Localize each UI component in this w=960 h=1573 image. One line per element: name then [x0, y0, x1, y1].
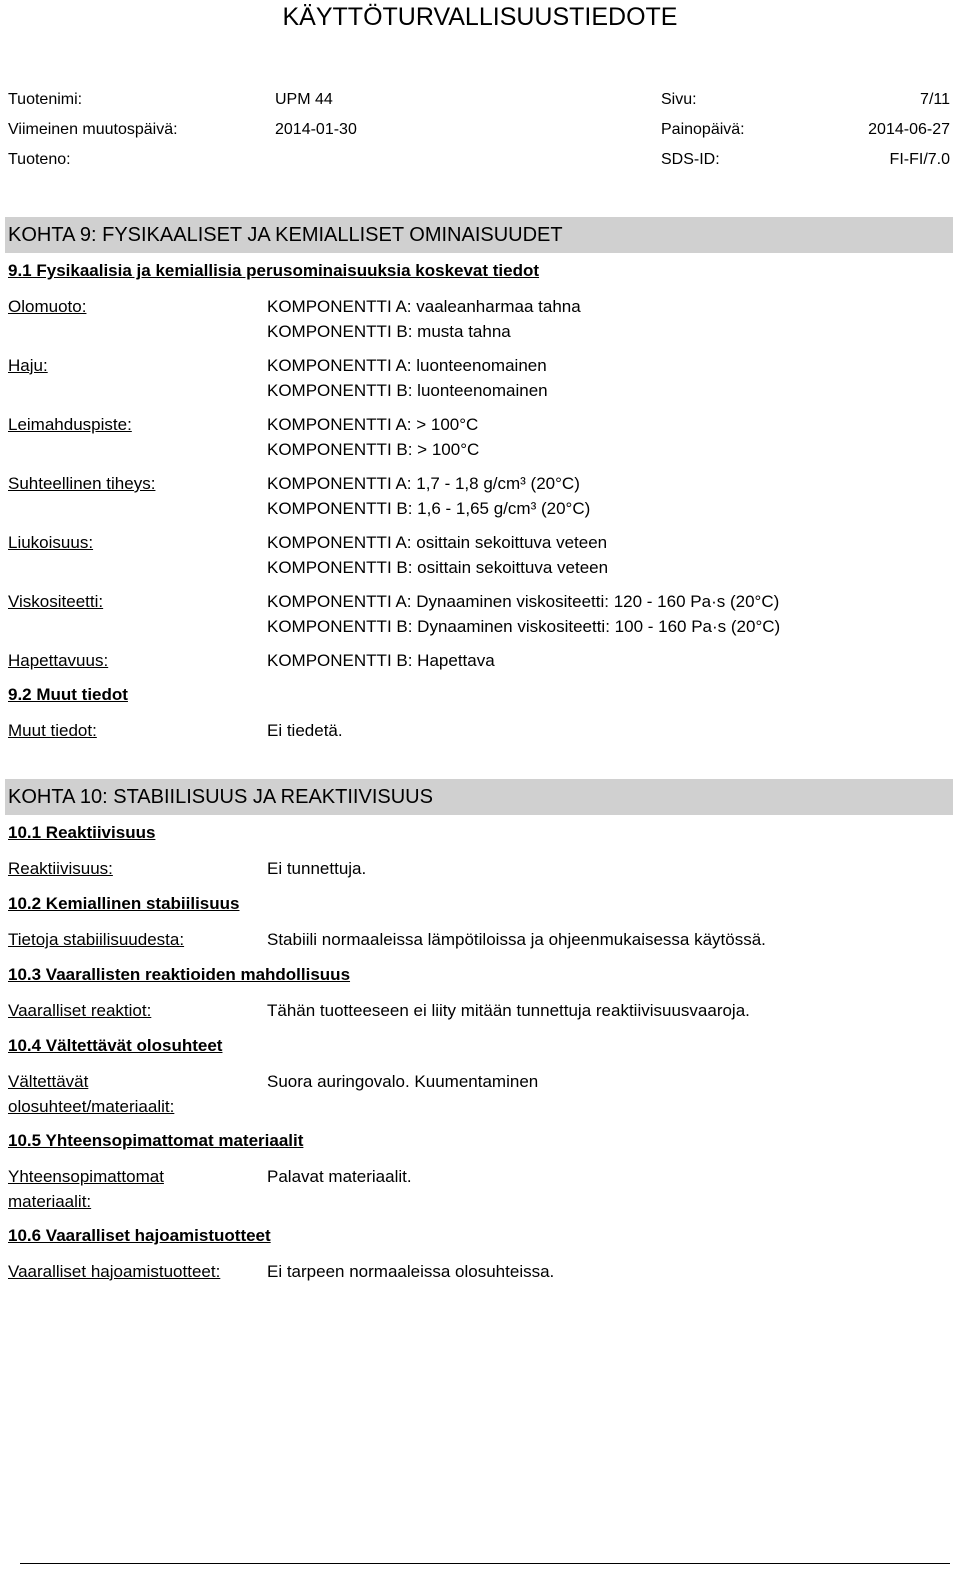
relative-density-line-b: KOMPONENTTI B: 1,6 - 1,65 g/cm³ (20°C) [267, 499, 591, 518]
solubility-label: Liukoisuus: [8, 533, 94, 552]
incompatible-materials-label-line-2: materiaalit: [8, 1192, 92, 1211]
decomposition-products-value: Ei tarpeen normaaleissa olosuhteissa. [267, 1262, 555, 1281]
oxidising-line-b: KOMPONENTTI B: Hapettava [267, 651, 495, 670]
print-date-label: Painopäivä: [661, 121, 745, 138]
solubility-value [267, 530, 947, 580]
subsection-10-1-title: 10.1 Reaktiivisuus [8, 823, 156, 842]
relative-density-line-a: KOMPONENTTI A: 1,7 - 1,8 g/cm³ (20°C) [267, 474, 580, 493]
solubility-line-b: KOMPONENTTI B: osittain sekoittuva veteen [267, 558, 609, 577]
reactivity-label: Reaktiivisuus: [8, 859, 113, 878]
odour-line-a: KOMPONENTTI A: luonteenomainen [267, 356, 547, 375]
print-date-value: 2014-06-27 [868, 121, 950, 138]
relative-density-label: Suhteellinen tiheys: [8, 474, 156, 493]
conditions-to-avoid-label-line-1: Vältettävät [8, 1072, 89, 1091]
sds-id-value: FI-FI/7.0 [889, 151, 950, 168]
viscosity-line-b: KOMPONENTTI B: Dynaaminen viskositeetti: 100 - 160 Pa·s (20°C) [267, 617, 781, 636]
document-title: KÄYTTÖTURVALLISUUSTIEDOTE [282, 3, 678, 31]
odour-line-b: KOMPONENTTI B: luonteenomainen [267, 381, 548, 400]
product-name-value: UPM 44 [275, 91, 333, 108]
appearance-line-a: KOMPONENTTI A: vaaleanharmaa tahna [267, 297, 581, 316]
stability-value: Stabiili normaaleissa lämpötiloissa ja ohjeenmukaisessa käytössä. [267, 930, 766, 949]
last-modified-value: 2014-01-30 [275, 121, 357, 138]
incompatible-materials-label [8, 1164, 258, 1214]
conditions-to-avoid-value: Suora auringovalo. Kuumentaminen [267, 1072, 539, 1091]
oxidising-value [267, 648, 947, 673]
flash-point-line-a: KOMPONENTTI A: > 100°C [267, 415, 479, 434]
other-info-value: Ei tiedetä. [267, 721, 343, 740]
section-9-header [5, 217, 953, 253]
odour-value [267, 353, 947, 403]
last-modified-label: Viimeinen muutospäivä: [8, 121, 178, 138]
subsection-10-6-title: 10.6 Vaaralliset hajoamistuotteet [8, 1226, 271, 1245]
viscosity-value [267, 589, 947, 639]
hazardous-reactions-value: Tähän tuotteeseen ei liity mitään tunnettuja reaktiivisuusvaaroja. [267, 1001, 750, 1020]
decomposition-products-label: Vaaralliset hajoamistuotteet: [8, 1262, 221, 1281]
appearance-line-b: KOMPONENTTI B: musta tahna [267, 322, 511, 341]
viscosity-label: Viskositeetti: [8, 592, 104, 611]
flash-point-value [267, 412, 947, 462]
incompatible-materials-label-line-1: Yhteensopimattomat [8, 1167, 164, 1186]
product-name-label: Tuotenimi: [8, 91, 83, 108]
subsection-10-5-title: 10.5 Yhteensopimattomat materiaalit [8, 1131, 304, 1150]
flash-point-label: Leimahduspiste: [8, 415, 132, 434]
reactivity-value: Ei tunnettuja. [267, 859, 367, 878]
section-10-title: KOHTA 10: STABIILISUUS JA REAKTIIVISUUS [8, 786, 433, 808]
footer-divider [20, 1563, 950, 1564]
section-9-title: KOHTA 9: FYSIKAALISET JA KEMIALLISET OMINAISUUDET [8, 224, 563, 246]
subsection-9-2-title: 9.2 Muut tiedot [8, 685, 128, 704]
sds-id-label: SDS-ID: [661, 151, 720, 168]
conditions-to-avoid-label [8, 1069, 258, 1119]
section-10-header [5, 779, 953, 815]
subsection-10-4-title: 10.4 Vältettävät olosuhteet [8, 1036, 223, 1055]
flash-point-line-b: KOMPONENTTI B: > 100°C [267, 440, 480, 459]
other-info-label: Muut tiedot: [8, 721, 97, 740]
subsection-10-3-title: 10.3 Vaarallisten reaktioiden mahdollisuus [8, 965, 351, 984]
oxidising-label: Hapettavuus: [8, 651, 109, 670]
subsection-10-2-title: 10.2 Kemiallinen stabiilisuus [8, 894, 240, 913]
conditions-to-avoid-label-line-2: olosuhteet/materiaalit: [8, 1097, 175, 1116]
page-label: Sivu: [661, 91, 697, 108]
incompatible-materials-value: Palavat materiaalit. [267, 1167, 412, 1186]
relative-density-value [267, 471, 947, 521]
hazardous-reactions-label: Vaaralliset reaktiot: [8, 1001, 152, 1020]
subsection-9-1-title: 9.1 Fysikaalisia ja kemiallisia perusominaisuuksia koskevat tiedot [8, 261, 540, 280]
appearance-value [267, 294, 947, 344]
solubility-line-a: KOMPONENTTI A: osittain sekoittuva veteen [267, 533, 608, 552]
odour-label: Haju: [8, 356, 48, 375]
stability-label: Tietoja stabiilisuudesta: [8, 930, 185, 949]
product-no-label: Tuoteno: [8, 151, 71, 168]
viscosity-line-a: KOMPONENTTI A: Dynaaminen viskositeetti: 120 - 160 Pa·s (20°C) [267, 592, 780, 611]
page-value: 7/11 [920, 91, 950, 108]
appearance-label: Olomuoto: [8, 297, 87, 316]
